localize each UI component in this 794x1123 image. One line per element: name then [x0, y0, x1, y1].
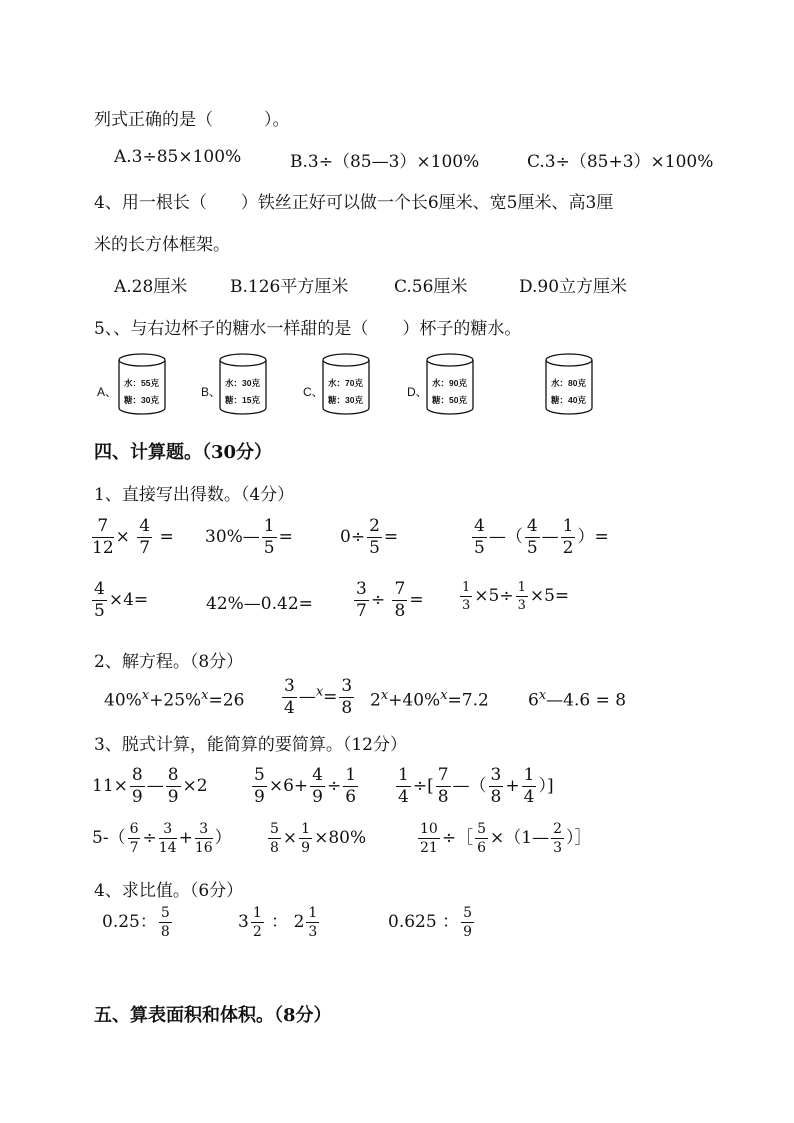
cup-reference	[543, 352, 595, 416]
ratio-2: 3 $\frac{1}{2}$ ： 2 $\frac{1}{3}$	[238, 905, 318, 940]
calc-r2-e1: $\frac{4}{5}$ ×4=	[94, 579, 149, 621]
calc-r1-e2: 30%— $\frac{1}{5}$ =	[205, 516, 293, 558]
cup-a-sugar: 糖：30克	[124, 395, 159, 405]
calc-r1-e4: $\frac{4}{5}$ —（ $\frac{4}{5}$ — $\frac{1}{2}$ ）=	[474, 516, 609, 558]
cup-a-label: A、	[97, 385, 118, 399]
calc3-e6: $\frac{10}{21}$ ÷［ $\frac{5}{6}$ ×（1— $\frac{2}{3}$ ）］	[420, 821, 592, 856]
calc-r1-e1: $\frac{7}{12}$ × $\frac{4}{7}$ =	[92, 516, 174, 558]
q4-line2: 米的长方体框架。	[94, 235, 230, 255]
q4-option-b: B.126平方厘米	[230, 277, 349, 297]
calc3-e1: 11× $\frac{8}{9}$ — $\frac{8}{9}$ ×2	[92, 765, 208, 807]
ratio-3: 0.625 ： $\frac{5}{9}$	[388, 905, 472, 940]
sub3-title: 3、脱式计算，能简算的要简算。（12分）	[94, 735, 407, 755]
section5-title: 五、算表面积和体积。（8分）	[94, 1005, 332, 1026]
cup-ref-sugar: 糖：40克	[551, 395, 586, 405]
q5-text: 5、、与右边杯子的糖水一样甜的是（ ）杯子的糖水。	[94, 319, 522, 339]
cup-a	[116, 352, 168, 416]
q4-option-a: A.28厘米	[114, 277, 188, 297]
cup-d-water: 水：90克	[432, 378, 467, 388]
cup-c-water: 水：70克	[328, 378, 363, 388]
cup-b	[217, 352, 269, 416]
eq-2: $\frac{3}{4}$ —$^x$= $\frac{3}{8}$	[284, 676, 353, 718]
q4-option-d: D.90立方厘米	[519, 277, 628, 297]
q4-line1: 4、用一根长（ ）铁丝正好可以做一个长6厘米、宽5厘米、高3厘	[94, 193, 614, 213]
calc-r2-e4: $\frac{1}{3}$ ×5÷ $\frac{1}{3}$ ×5=	[462, 580, 570, 613]
eq-1: 40%$^x$+25%$^x$=26	[104, 688, 245, 711]
q3-option-c: C.3÷（85+3）×100%	[527, 152, 714, 172]
cup-c-label: C、	[303, 385, 324, 399]
sub1-title: 1、直接写出得数。（4分）	[94, 485, 295, 505]
q3-tail: 列式正确的是（ ）。	[94, 110, 290, 130]
cup-d	[424, 352, 476, 416]
q3-option-b: B.3÷（85—3）×100%	[290, 152, 480, 172]
cup-a-water: 水：55克	[124, 378, 159, 388]
cup-b-label: B、	[201, 385, 222, 399]
cup-ref-water: 水：80克	[551, 378, 586, 388]
sub2-title: 2、解方程。（8分）	[94, 652, 244, 672]
calc3-e5: $\frac{5}{8}$ × $\frac{1}{9}$ ×80%	[270, 821, 367, 856]
cup-b-sugar: 糖：15克	[225, 395, 260, 405]
calc-r2-e2: 42%—0.42=	[206, 594, 313, 614]
calc3-e4: 5-（ $\frac{6}{7}$ ÷ $\frac{3}{14}$ + $\frac{3}{16}$ ）	[92, 821, 232, 856]
cup-d-sugar: 糖：50克	[432, 395, 467, 405]
q4-option-c: C.56厘米	[394, 277, 468, 297]
calc-r2-e3: $\frac{3}{7}$ ÷ $\frac{7}{8}$ =	[356, 579, 424, 621]
eq-3: $2^x+40\%^x=7.2$	[370, 688, 489, 711]
calc-r1-e3: 0÷ $\frac{2}{5}$ =	[340, 516, 399, 558]
cup-d-label: D、	[407, 385, 428, 399]
sub4-title: 4、求比值。（6分）	[94, 881, 244, 901]
ratio-1: 0.25： $\frac{5}{8}$	[102, 905, 170, 940]
cup-c-sugar: 糖：30克	[328, 395, 363, 405]
section4-title: 四、计算题。（30分）	[94, 442, 273, 463]
q3-option-a: A.3÷85×100%	[114, 147, 242, 167]
cup-b-water: 水：30克	[225, 378, 260, 388]
eq-4: $6^x—4.6 = 8$	[528, 688, 627, 711]
calc3-e3: $\frac{1}{4}$ ÷[ $\frac{7}{8}$ —（ $\frac{3}{8}$ + $\frac{1}{4}$ ）]	[398, 765, 554, 807]
calc3-e2: $\frac{5}{9}$ ×6+ $\frac{4}{9}$ ÷ $\frac{1}{6}$	[254, 765, 357, 807]
cup-c	[320, 352, 372, 416]
